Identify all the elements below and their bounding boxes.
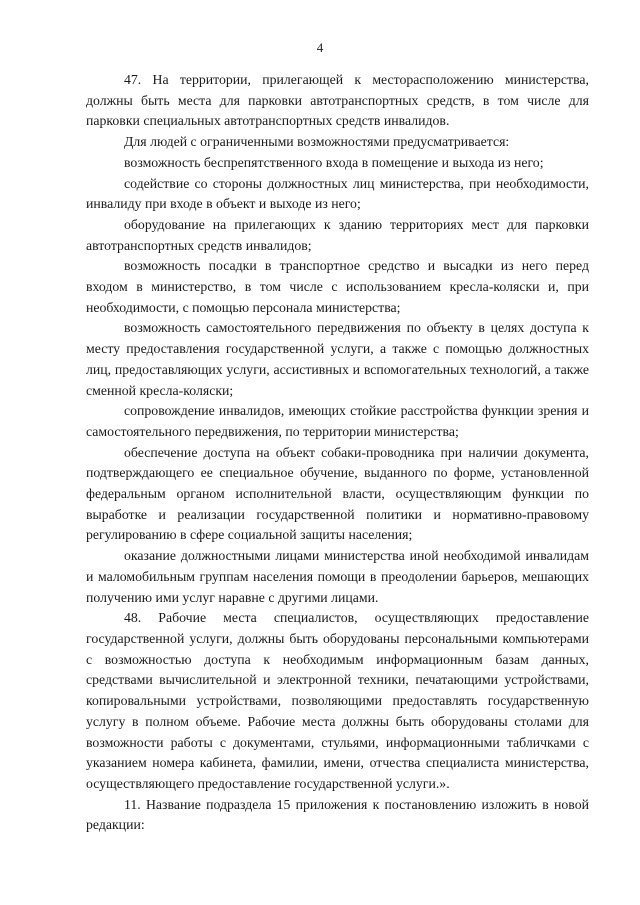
document-body bbox=[86, 70, 589, 836]
paragraph-escort: сопровождение инвалидов, имеющих стойкие расстройства функции зрения и самостоятельного передвижения, по территории министерства; bbox=[86, 403, 589, 439]
paragraph-48-workplaces: 48. Рабочие места специалистов, осуществляющих предоставление государственной услуги, должны быть оборудованы персональными компьютерами с возможностью доступа к необходимым информационным базам данных, средствами вычислительной и электронной техники, печатающими устройствами, копировальными устройствами, позволяющими предоставлять государственную услугу в полном объеме. Рабочие места должны быть оборудованы столами для возможности работы с документами, стульями, информационными табличками с указанием номера кабинета, фамилии, имени, отчества специалиста министерства, осуществляющего предоставление государственной услуги.». bbox=[86, 610, 589, 791]
paragraph-independent-movement: возможность самостоятельного передвижения по объекту в целях доступа к месту предоставления государственной услуги, а также с помощью должностных лиц, предоставляющих услуги, ассистивных и вспомогательных технологий, а также сменной кресла-коляски; bbox=[86, 320, 589, 398]
paragraph-parking-equipment: оборудование на прилегающих к зданию территориях мест для парковки автотранспортных средств инвалидов; bbox=[86, 216, 589, 253]
paragraph-guide-dog: обеспечение доступа на объект собаки-проводника при наличии документа, подтверждающего ее специальное обучение, выданного по форме, установленной федеральным органом исполнительной власти, осуществляющим функции по выработке и реализации государственной политики и нормативно-правовому регулированию в сфере социальной защиты населения; bbox=[86, 444, 589, 543]
page-number: 4 bbox=[316, 40, 324, 55]
paragraph-entry-exit: возможность беспрепятственного входа в помещение и выхода из него; bbox=[124, 154, 544, 170]
paragraph-other-assistance: оказание должностными лицами министерства иной необходимой инвалидам и маломобильным группам населения помощи в преодолении барьеров, мешающих получению ими услуг наравне с другими лицами. bbox=[86, 548, 589, 605]
paragraph-accessibility-intro: Для людей с ограниченными возможностями предусматривается: bbox=[124, 134, 510, 150]
paragraph-47-parking: 47. На территории, прилегающей к месторасположению министерства, должны быть места для парковки автотранспортных средств, в том числе для парковки специальных автотранспортных средств инвалидов. bbox=[86, 72, 589, 129]
paragraph-11-subsection-title: 11. Название подраздела 15 приложения к постановлению изложить в новой редакции: bbox=[86, 796, 589, 833]
paragraph-vehicle-boarding: возможность посадки в транспортное средство и высадки из него перед входом в министерство, в том числе с использованием кресла-коляски и, при необходимости, с помощью персонала министерства; bbox=[86, 258, 589, 315]
paragraph-staff-assistance: содействие со стороны должностных лиц министерства, при необходимости, инвалиду при входе в объект и выходе из него; bbox=[86, 175, 589, 212]
